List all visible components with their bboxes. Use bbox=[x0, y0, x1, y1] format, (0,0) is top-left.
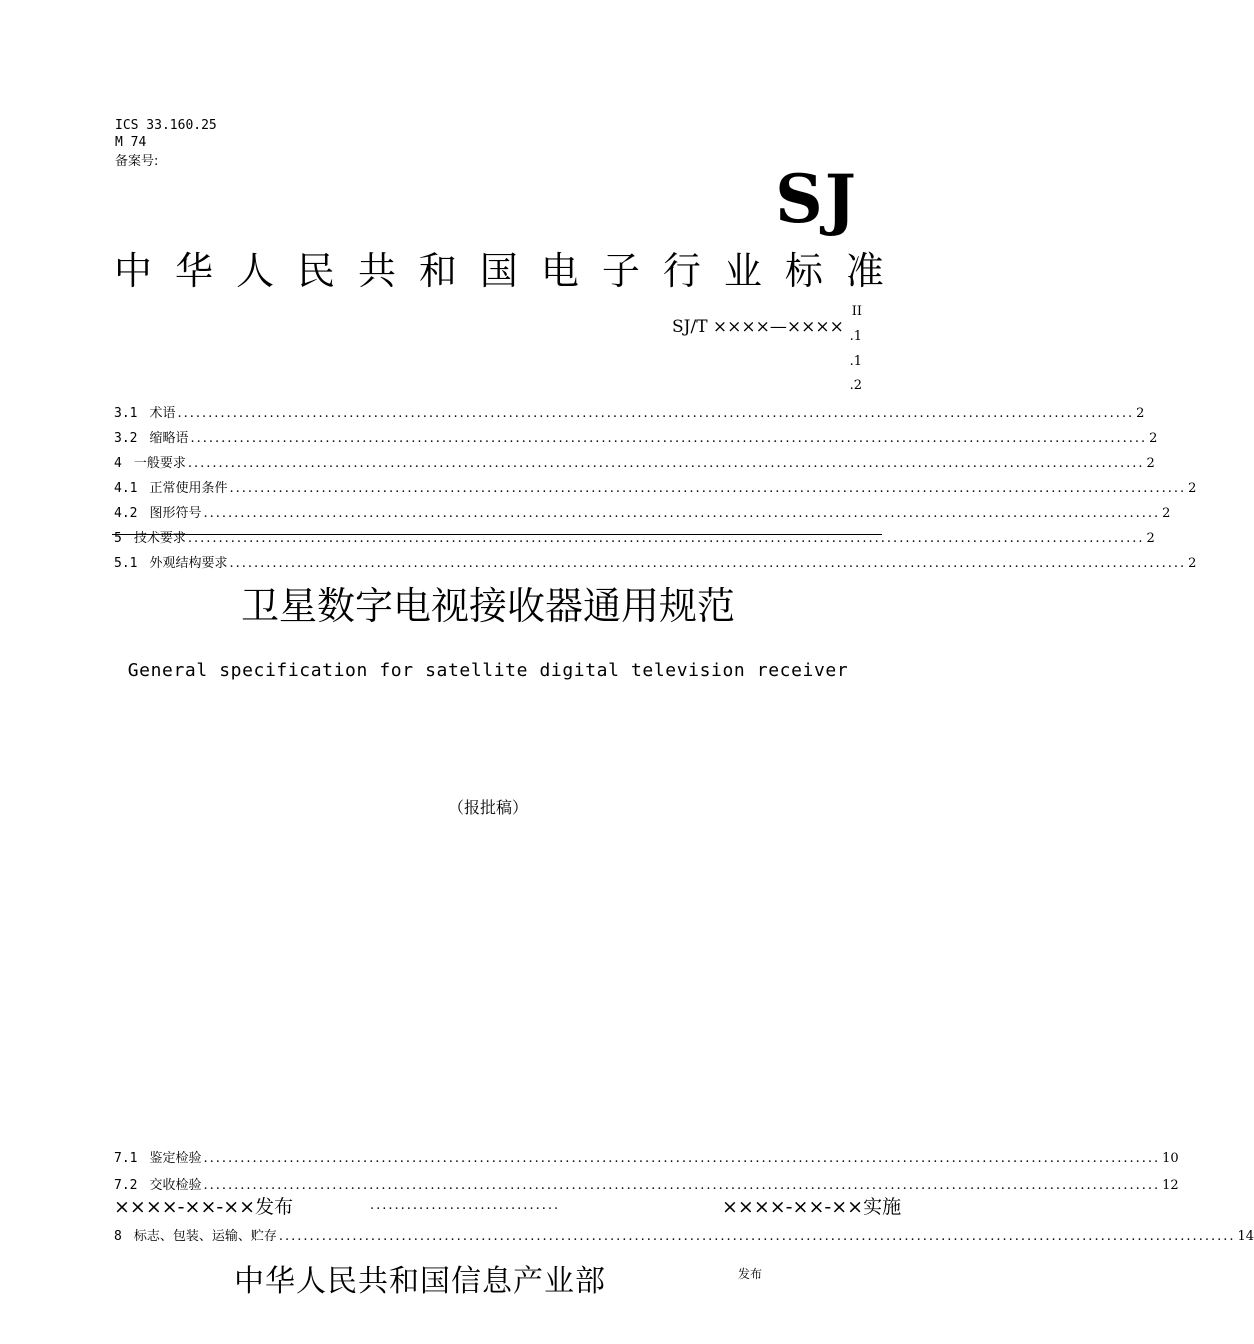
standard-title-char: 国 bbox=[479, 249, 518, 293]
toc-entry-page: 2 bbox=[1146, 531, 1155, 546]
toc-entry-clipped bbox=[114, 1151, 1179, 1166]
effective-date: ××××-××-××实施 bbox=[722, 1196, 902, 1218]
leader-dots: ............................... bbox=[370, 1198, 561, 1213]
toc-entry-title: 交收检验 bbox=[149, 1178, 202, 1193]
toc-entry-page: 2 bbox=[1146, 456, 1155, 471]
standard-title-char: 电 bbox=[540, 249, 579, 293]
toc-entry-title: 外观结构要求 bbox=[149, 556, 228, 571]
toc-entry-page: 10 bbox=[1162, 1151, 1179, 1166]
toc-entry[interactable] bbox=[114, 452, 1155, 472]
standard-title-char: 和 bbox=[418, 249, 457, 293]
issuing-label: 发布 bbox=[738, 1267, 763, 1281]
toc-page-number: .1 bbox=[849, 354, 862, 369]
toc-entry-title: 一般要求 bbox=[133, 456, 186, 471]
issuing-department: 中华人民共和国信息产业部 bbox=[234, 1264, 606, 1299]
standard-title-char: 子 bbox=[601, 249, 640, 293]
toc-entry-number: 5 bbox=[114, 531, 122, 546]
toc-entry-title: 图形符号 bbox=[149, 506, 202, 521]
toc-entry[interactable] bbox=[114, 477, 1197, 497]
standard-title-char: 中 bbox=[114, 249, 153, 293]
toc-entry[interactable] bbox=[114, 1174, 1179, 1194]
toc-entry-title: 术语 bbox=[149, 406, 176, 421]
standard-number: SJ/T ××××—×××× bbox=[672, 317, 844, 337]
toc-leader-dots: ............................................................................................................................................................ bbox=[190, 431, 1148, 446]
toc-entry-title: 缩略语 bbox=[149, 431, 189, 446]
standard-title-char: 准 bbox=[845, 249, 884, 293]
toc-leader-dots: ............................................................................................................................................................ bbox=[203, 1178, 1161, 1193]
toc-entry-page: 2 bbox=[1149, 431, 1158, 446]
toc-entry-page: 2 bbox=[1188, 481, 1197, 496]
standard-title-char: 行 bbox=[662, 249, 701, 293]
toc-entry[interactable] bbox=[114, 552, 1197, 572]
standard-title bbox=[114, 240, 884, 295]
toc-entry-number: 3.2 bbox=[114, 431, 138, 446]
standard-title-char: 共 bbox=[357, 249, 396, 293]
standard-title-char: 人 bbox=[235, 249, 274, 293]
strikethrough-line bbox=[112, 534, 882, 535]
ics-code: ICS 33.160.25 bbox=[115, 118, 217, 133]
toc-entry-page: 2 bbox=[1162, 506, 1171, 521]
toc-entry-number: 4.1 bbox=[114, 481, 138, 496]
toc-leader-dots: ............................................................................................................................................................ bbox=[187, 531, 1145, 546]
toc-leader-dots: ............................................................................................................................................................ bbox=[229, 556, 1187, 571]
standard-title-char: 标 bbox=[784, 249, 823, 293]
sj-logo: SJ bbox=[775, 160, 858, 238]
document-title: 卫星数字电视接收器通用规范 bbox=[240, 584, 735, 628]
english-title: General specification for satellite digital television receiver bbox=[127, 660, 849, 681]
toc-page-number: .2 bbox=[849, 378, 862, 393]
toc-entry-page: 2 bbox=[1188, 556, 1197, 571]
toc-entry-page: 12 bbox=[1162, 1178, 1179, 1193]
publish-date: ××××-××-××发布 bbox=[114, 1196, 294, 1218]
ccs-code: M 74 bbox=[115, 135, 147, 150]
toc-entry[interactable] bbox=[114, 427, 1158, 447]
record-number-label: 备案号: bbox=[115, 154, 159, 169]
toc-entry-title: 技术要求 bbox=[133, 531, 186, 546]
toc-entry-number: 7.1 bbox=[114, 1151, 138, 1166]
toc-entry[interactable] bbox=[114, 402, 1145, 422]
toc-entry-title: 鉴定检验 bbox=[149, 1151, 202, 1166]
toc-leader-dots: ............................................................................................................................................................ bbox=[187, 456, 1145, 471]
toc-entry-number: 3.1 bbox=[114, 406, 138, 421]
toc-leader-dots: ............................................................................................................................................................ bbox=[229, 481, 1187, 496]
toc-leader-dots: ............................................................................................................................................................ bbox=[278, 1229, 1236, 1244]
toc-entry-number: 5.1 bbox=[114, 556, 138, 571]
toc-entry-page: 2 bbox=[1136, 406, 1145, 421]
toc-leader-dots: ............................................................................................................................................................ bbox=[203, 1151, 1161, 1166]
standard-title-char: 华 bbox=[174, 249, 213, 293]
toc-entry-number: 4 bbox=[114, 456, 122, 471]
toc-entry-title: 正常使用条件 bbox=[149, 481, 228, 496]
standard-title-char: 业 bbox=[723, 249, 762, 293]
toc-leader-dots: ............................................................................................................................................................ bbox=[177, 406, 1135, 421]
toc-entry-number: 4.2 bbox=[114, 506, 138, 521]
toc-entry-number: 8 bbox=[114, 1229, 122, 1244]
toc-entry-number: 7.2 bbox=[114, 1178, 138, 1193]
toc-entry[interactable] bbox=[114, 1225, 1254, 1245]
standard-title-char: 民 bbox=[296, 249, 335, 293]
toc-leader-dots: ............................................................................................................................................................ bbox=[203, 506, 1161, 521]
toc-page-number: .1 bbox=[849, 329, 862, 344]
draft-status: （报批稿） bbox=[447, 798, 528, 817]
toc-entry[interactable] bbox=[114, 502, 1171, 522]
toc-entry-page: 14 bbox=[1237, 1229, 1254, 1244]
toc-page-number: II bbox=[851, 304, 862, 319]
toc-entry[interactable] bbox=[114, 527, 1155, 547]
toc-entry-title: 标志、包装、运输、贮存 bbox=[133, 1229, 277, 1244]
